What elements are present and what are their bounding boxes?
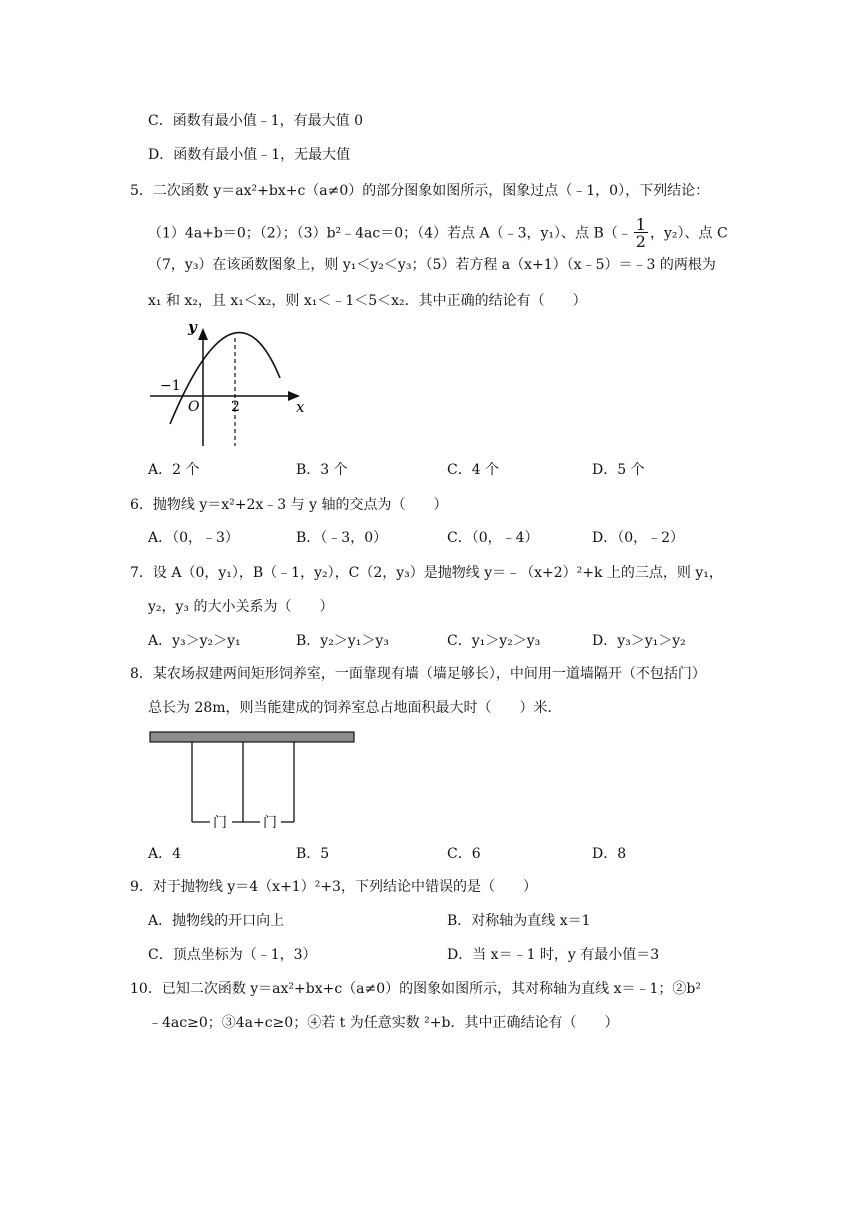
q8-option-d: D．8 [592, 846, 627, 862]
q9-option-d: D．当 x＝﹣1 时，y 有最小值＝3 [447, 947, 660, 963]
q5-option-a: A．2 个 [148, 462, 200, 478]
y-axis-label: y [188, 318, 197, 336]
existing-wall [150, 732, 354, 742]
q5-fraction-num: 1 [635, 215, 646, 234]
q9-option-b: B．对称轴为直线 x＝1 [447, 913, 591, 929]
q6-option-c: C．（0，﹣4） [447, 530, 539, 546]
q5-stem-line2 [148, 217, 728, 250]
q10-stem-line2: ﹣4ac≥0；③4a+c≥0；④若 t 为任意实数 ²+b．其中正确结论有（ ） [148, 1015, 619, 1031]
q4-option-c: C．函数有最小值﹣1，有最大值 0 [148, 113, 363, 129]
q5-stem-line3: （7，y₃）在该函数图象上，则 y₁＜y₂＜y₃；（5）若方程 a（x+1）（x﹣5）＝﹣3 的两根为 [148, 257, 716, 273]
q6-option-d: D．（0，﹣2） [592, 530, 685, 546]
q7-option-c: C．y₁＞y₂＞y₃ [447, 633, 541, 649]
q8-enclosure-diagram [148, 730, 358, 830]
q8-option-a: A．4 [148, 846, 182, 862]
q9-stem: 9．对于抛物线 y＝4（x+1）²+3，下列结论中错误的是（ ） [130, 879, 537, 895]
q4-option-d: D．函数有最小值﹣1，无最大值 [148, 147, 351, 163]
q7-stem-line1: 7．设 A（0，y₁），B（﹣1，y₂），C（2，y₃）是抛物线 y＝﹣（x+2）²+k 上的三点，则 y₁， [130, 565, 723, 581]
parabola-curve [170, 333, 280, 424]
q7-option-d: D．y₃＞y₁＞y₂ [592, 633, 686, 649]
q5-stem-line2-a: （1）4a+b＝0；（2）；（3）b²﹣4ac＝0；（4）若点 A（﹣3，y₁）、点 B（﹣ [148, 225, 632, 242]
door-label-1: 门 [213, 815, 227, 830]
q5-option-d: D．5 个 [592, 462, 645, 478]
x-axis-label: x [296, 398, 305, 416]
q5-option-b: B．3 个 [296, 462, 348, 478]
q5-parabola-graph [148, 318, 310, 448]
q7-stem-line2: y₂，y₃ 的大小关系为（ ） [148, 599, 334, 615]
q5-fraction [634, 217, 648, 250]
origin-label: O [188, 399, 200, 415]
q8-option-b: B．5 [296, 846, 330, 862]
q9-option-a: A．抛物线的开口向上 [148, 913, 285, 929]
q8-stem-line2: 总长为 28m，则当能建成的饲养室总占地面积最大时（ ）米． [148, 700, 562, 716]
y-axis-arrow [198, 328, 208, 340]
q8-stem-line1: 8．某农场叔建两间矩形饲养室，一面靠现有墙（墙足够长），中间用一道墙隔开（不包括门） [130, 666, 706, 682]
q6-stem: 6．抛物线 y＝x²+2x﹣3 与 y 轴的交点为（ ） [130, 497, 448, 513]
q10-stem-line1: 10．已知二次函数 y＝ax²+bx+c（a≠0）的图象如图所示，其对称轴为直线 x＝﹣1；②b² [130, 981, 701, 997]
neg-one-label: −1 [160, 378, 181, 394]
q5-fraction-den: 2 [635, 232, 646, 251]
q8-option-c: C．6 [447, 846, 481, 862]
q6-option-a: A．（0，﹣3） [148, 530, 239, 546]
two-label: 2 [231, 399, 240, 415]
q7-option-b: B．y₂＞y₁＞y₃ [296, 633, 389, 649]
q5-stem-line1: 5．二次函数 y＝ax²+bx+c（a≠0）的部分图象如图所示，图象过点（﹣1，0），下列结论： [130, 183, 710, 199]
q9-option-c: C．顶点坐标为（﹣1，3） [148, 947, 317, 963]
q5-option-c: C．4 个 [447, 462, 500, 478]
q5-stem-line2-b: ，y₂）、点 C [649, 225, 728, 242]
door-label-2: 门 [263, 815, 277, 830]
q5-stem-line4: x₁ 和 x₂，且 x₁＜x₂，则 x₁＜﹣1＜5＜x₂．其中正确的结论有（ ） [148, 293, 587, 309]
q7-option-a: A．y₃＞y₂＞y₁ [148, 633, 241, 649]
q6-option-b: B．（﹣3，0） [296, 530, 388, 546]
